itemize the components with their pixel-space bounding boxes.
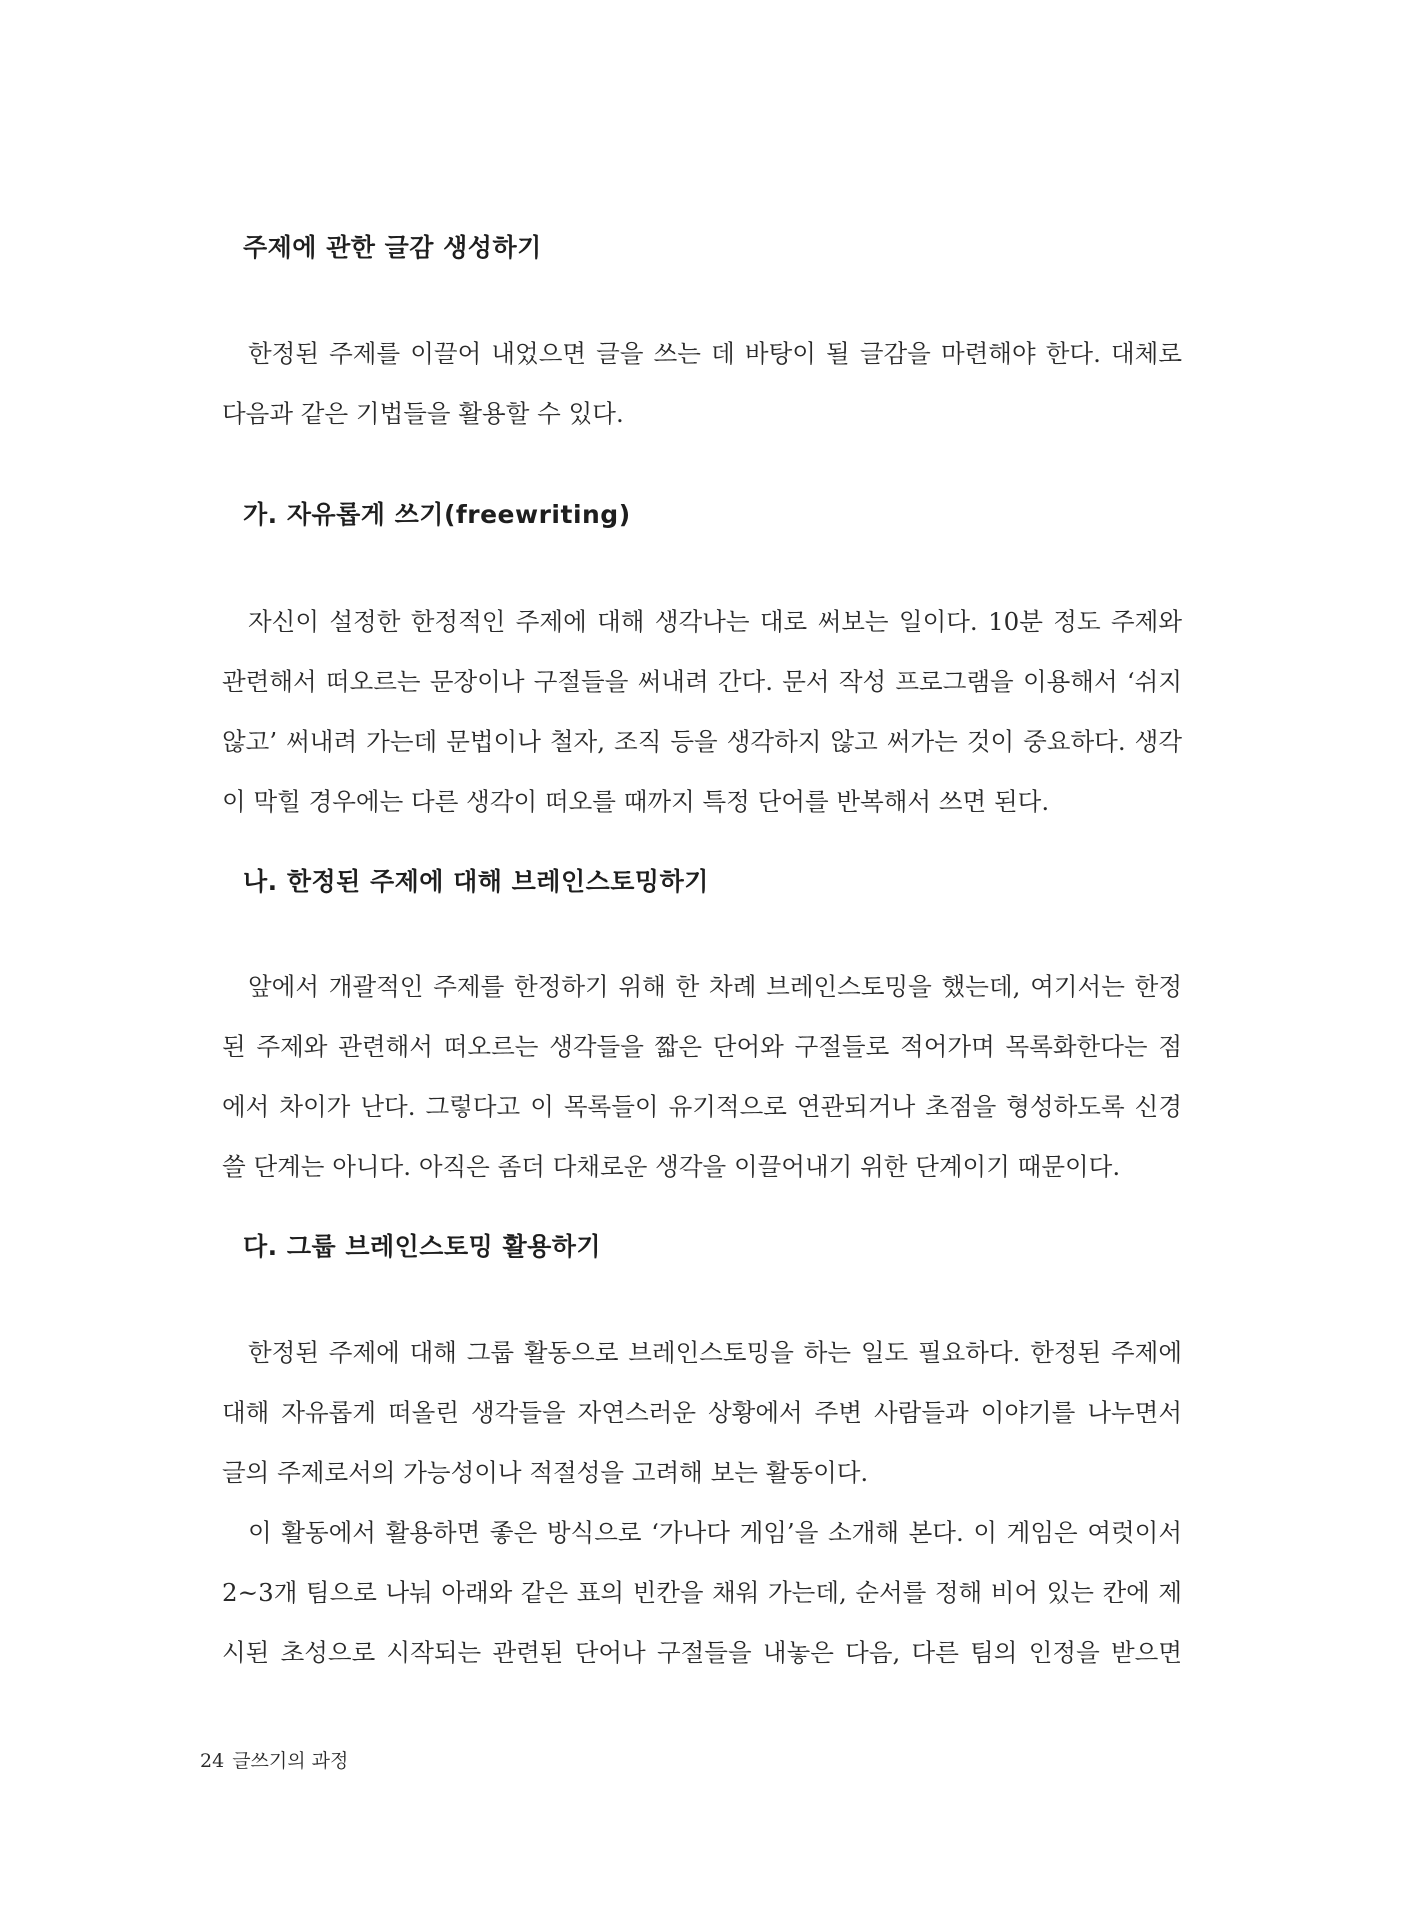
text-line: 글의 주제로서의 가능성이나 적절성을 고려해 보는 활동이다. xyxy=(222,1458,869,1487)
text-line: 이 활동에서 활용하면 좋은 방식으로 ‘가나다 게임’을 소개해 본다. 이 게임은 여럿이서 xyxy=(248,1518,1182,1547)
text-line: 자신이 설정한 한정적인 주제에 대해 생각나는 대로 써보는 일이다. 10분 정도 주제와 xyxy=(248,607,1182,636)
text-line: 다음과 같은 기법들을 활용할 수 있다. xyxy=(222,399,624,428)
text-line: 한정된 주제에 대해 그룹 활동으로 브레인스토밍을 하는 일도 필요하다. 한정된 주제에 xyxy=(248,1338,1182,1367)
text-line: 쓸 단계는 아니다. 아직은 좀더 다채로운 생각을 이끌어내기 위한 단계이기 때문이다. xyxy=(222,1152,1121,1181)
section-a-paragraph xyxy=(222,592,1182,832)
page-number: 24 xyxy=(200,1750,225,1772)
text-line: 된 주제와 관련해서 떠오르는 생각들을 짧은 단어와 구절들로 적어가며 목록화한다는 점 xyxy=(222,1032,1182,1061)
text-line: 이 막힐 경우에는 다른 생각이 떠오를 때까지 특정 단어를 반복해서 쓰면 된다. xyxy=(222,787,1050,816)
main-heading: 주제에 관한 글감 생성하기 xyxy=(243,233,542,262)
section-c-heading: 다. 그룹 브레인스토밍 활용하기 xyxy=(243,1232,602,1261)
intro-paragraph xyxy=(222,324,1182,444)
text-line: 시된 초성으로 시작되는 관련된 단어나 구절들을 내놓은 다음, 다른 팀의 인정을 받으면 xyxy=(222,1638,1182,1667)
section-a-heading: 가. 자유롭게 쓰기(freewriting) xyxy=(243,500,631,529)
text-line: 않고’ 써내려 가는데 문법이나 철자, 조직 등을 생각하지 않고 써가는 것이 중요하다. 생각 xyxy=(222,727,1182,756)
text-line: 앞에서 개괄적인 주제를 한정하기 위해 한 차례 브레인스토밍을 했는데, 여기서는 한정 xyxy=(248,972,1182,1001)
chapter-title: 글쓰기의 과정 xyxy=(232,1750,349,1772)
section-c-paragraph-1 xyxy=(222,1323,1182,1503)
text-line: 대해 자유롭게 떠올린 생각들을 자연스러운 상황에서 주변 사람들과 이야기를 나누면서 xyxy=(222,1398,1182,1427)
text-line: 에서 차이가 난다. 그렇다고 이 목록들이 유기적으로 연관되거나 초점을 형성하도록 신경 xyxy=(222,1092,1182,1121)
section-c-paragraph-2 xyxy=(222,1503,1182,1683)
page-footer xyxy=(200,1746,348,1773)
section-b-heading: 나. 한정된 주제에 대해 브레인스토밍하기 xyxy=(243,867,709,896)
section-b-paragraph xyxy=(222,957,1182,1197)
text-line: 2~3개 팀으로 나눠 아래와 같은 표의 빈칸을 채워 가는데, 순서를 정해 비어 있는 칸에 제 xyxy=(222,1578,1182,1607)
text-line: 관련해서 떠오르는 문장이나 구절들을 써내려 간다. 문서 작성 프로그램을 이용해서 ‘쉬지 xyxy=(222,667,1182,696)
text-line: 한정된 주제를 이끌어 내었으면 글을 쓰는 데 바탕이 될 글감을 마련해야 한다. 대체로 xyxy=(248,339,1182,368)
